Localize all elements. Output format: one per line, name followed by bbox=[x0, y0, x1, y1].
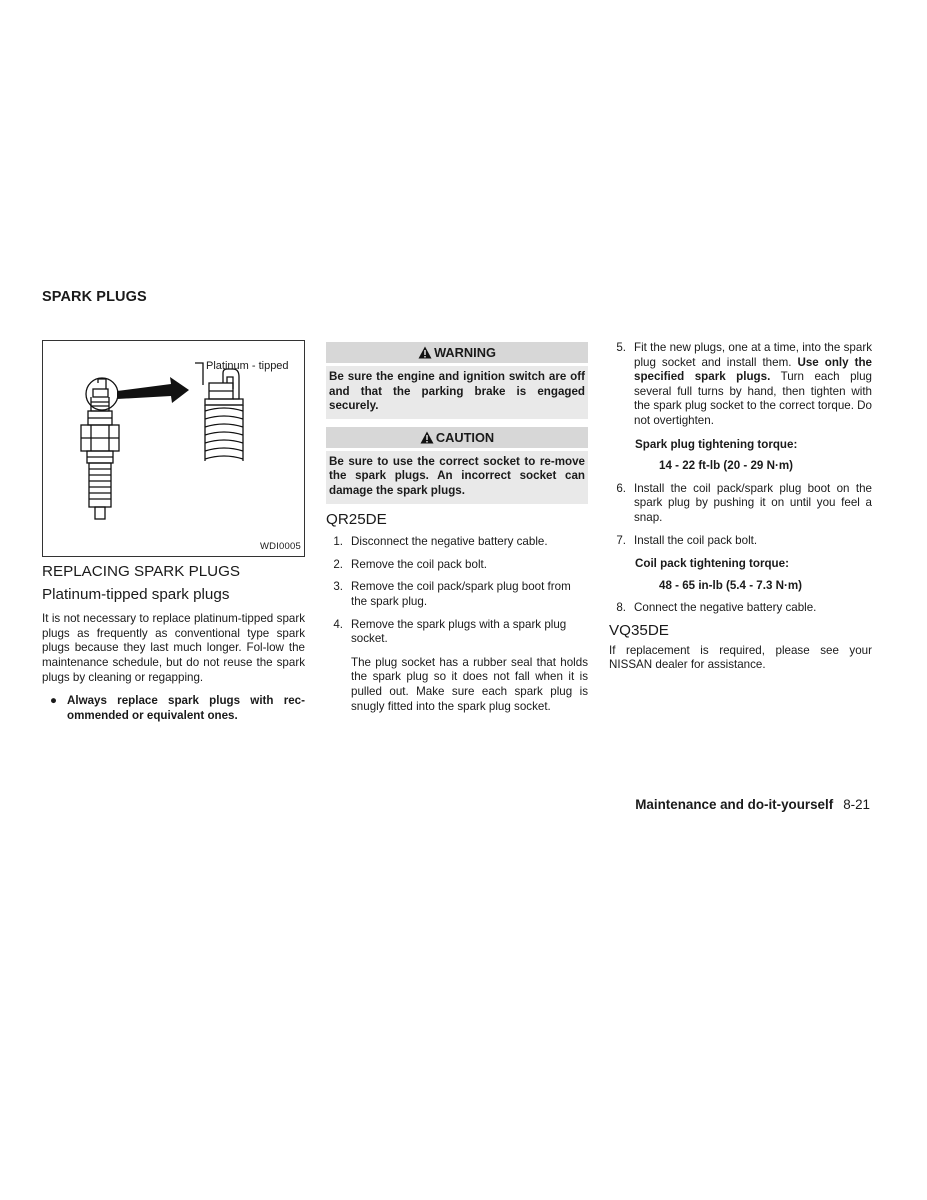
bullet-item bbox=[42, 694, 305, 723]
step-number: 5. bbox=[616, 341, 626, 354]
list-item bbox=[609, 601, 872, 616]
list-item bbox=[326, 558, 588, 573]
step-number: 4. bbox=[333, 617, 343, 631]
step-text bbox=[634, 341, 872, 429]
step-4-note: The plug socket has a rubber seal that holds the spark plug so it does not fall when it is pulled out. Make sure each spark plug is snugly fitted into the spark plug socket. bbox=[351, 655, 588, 713]
caution-triangle-icon bbox=[420, 431, 434, 444]
spark-torque-value: 14 - 22 ft-lb (20 - 29 N·m) bbox=[659, 459, 794, 473]
step-5-text: Fit the new plugs, one at a time, into the spark plug socket and install them. bbox=[634, 341, 872, 369]
column-right bbox=[609, 341, 872, 673]
list-item bbox=[326, 535, 588, 550]
spark-plug-figure bbox=[42, 340, 305, 557]
step-number: 6. bbox=[616, 481, 626, 495]
list-item bbox=[326, 618, 588, 715]
list-item bbox=[609, 482, 872, 526]
list-item bbox=[609, 341, 872, 429]
column-left bbox=[42, 340, 305, 723]
qr25de-steps-continued bbox=[609, 341, 872, 429]
section-title: SPARK PLUGS bbox=[42, 289, 147, 305]
footer-title: Maintenance and do-it-yourself bbox=[635, 797, 834, 812]
step-text: Remove the coil pack/spark plug boot from the spark plug. bbox=[351, 580, 571, 608]
step-text: Disconnect the negative battery cable. bbox=[351, 535, 548, 549]
warning-header bbox=[326, 342, 588, 363]
vq35de-heading: VQ35DE bbox=[609, 621, 669, 639]
step-number: 2. bbox=[333, 557, 343, 571]
list-item bbox=[609, 534, 872, 549]
warning-text: Be sure the engine and ignition switch are off and that the parking brake is engaged securely. bbox=[326, 366, 588, 419]
step-4-text: Remove the spark plugs with a spark plug socket. bbox=[351, 617, 567, 646]
step-5-text-after: Turn each plug several full turns by hand, then tighten with the spark plug socket to the correct torque. Do not overtighten. bbox=[634, 370, 873, 427]
bullet-dot-icon: ● bbox=[50, 694, 58, 708]
step-text: Install the coil pack/spark plug boot on the spark plug by pushing it on until you feel a snap. bbox=[634, 481, 872, 524]
replacing-heading: REPLACING SPARK PLUGS bbox=[42, 563, 241, 580]
caution-label: CAUTION bbox=[435, 429, 495, 445]
warning-label: WARNING bbox=[434, 345, 496, 360]
step-number: 8. bbox=[616, 601, 626, 615]
platinum-subheading: Platinum-tipped spark plugs bbox=[42, 585, 230, 603]
qr25de-steps bbox=[326, 535, 588, 714]
step-number: 3. bbox=[333, 580, 343, 594]
coil-torque-label: Coil pack tightening torque: bbox=[635, 557, 789, 571]
caution-text: Be sure to use the correct socket to re-move the spark plugs. An incorrect socket can damage the spark plugs. bbox=[326, 451, 588, 504]
replacing-body: It is not necessary to replace platinum-tipped spark plugs as frequently as conventional type spark plugs because they last much longer. Fol-low the maintenance schedule, but do not reuse the spark plugs by cleaning or regapping. bbox=[42, 612, 305, 684]
qr25de-steps-8 bbox=[609, 601, 872, 616]
step-text: Remove the coil pack bolt. bbox=[351, 557, 487, 571]
column-middle bbox=[326, 340, 588, 714]
page-number: 8-21 bbox=[843, 797, 870, 812]
spark-torque-label: Spark plug tightening torque: bbox=[635, 437, 798, 451]
step-5-emphasis: Use only the specified spark plugs. bbox=[634, 355, 872, 384]
step-number: 1. bbox=[333, 535, 343, 549]
figure-code: WDI0005 bbox=[259, 541, 301, 553]
caution-header bbox=[326, 427, 588, 448]
qr25de-heading: QR25DE bbox=[326, 510, 387, 528]
warning-triangle-icon bbox=[418, 346, 432, 359]
step-text: Install the coil pack bolt. bbox=[634, 533, 758, 547]
step-text: Connect the negative battery cable. bbox=[634, 601, 817, 615]
qr25de-steps-6-7 bbox=[609, 482, 872, 548]
coil-torque-value: 48 - 65 in-lb (5.4 - 7.3 N·m) bbox=[659, 578, 803, 592]
list-item bbox=[326, 580, 588, 609]
page-footer bbox=[635, 797, 870, 812]
step-text bbox=[351, 618, 588, 715]
step-number: 7. bbox=[616, 533, 626, 547]
vq35de-text: If replacement is required, please see your NISSAN dealer for assistance. bbox=[609, 643, 872, 672]
figure-label: Platinum - tipped bbox=[206, 360, 289, 372]
bullet-text: Always replace spark plugs with rec-ommended or equivalent ones. bbox=[67, 694, 305, 722]
